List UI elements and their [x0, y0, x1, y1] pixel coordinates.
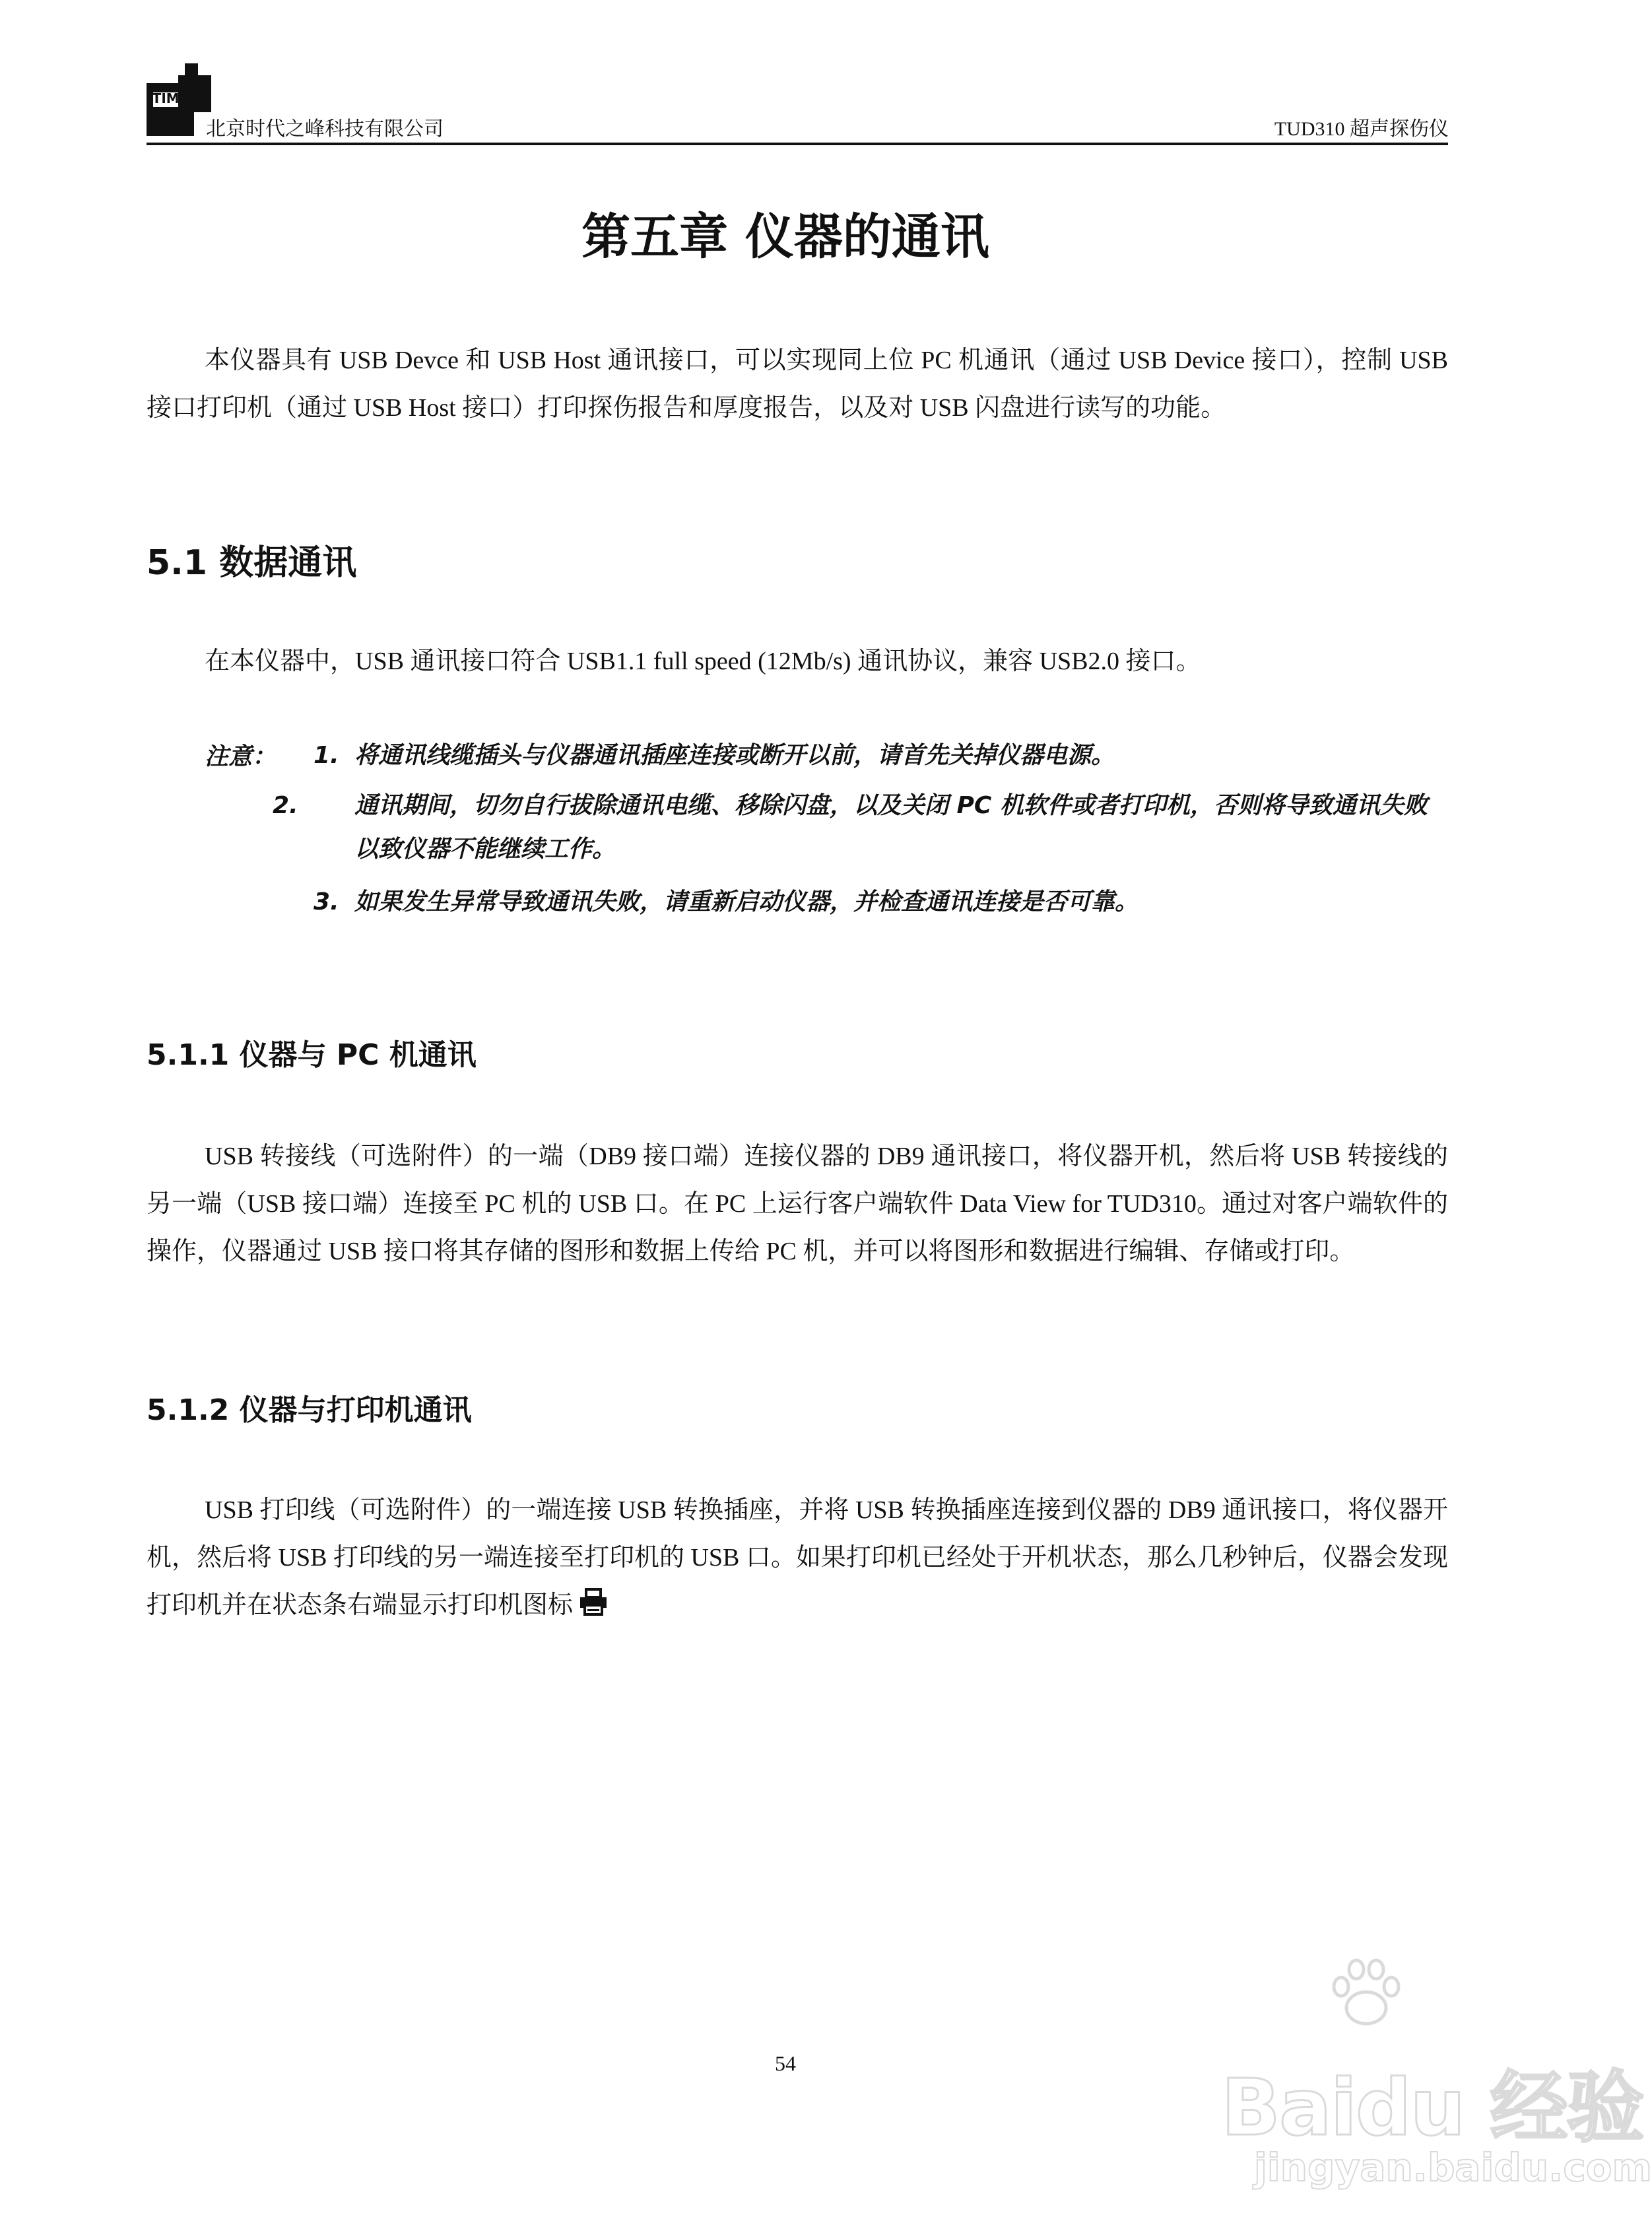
header-divider	[147, 143, 1448, 145]
section-5-1-1-text: USB 转接线（可选附件）的一端（DB9 接口端）连接仪器的 DB9 通讯接口，将仪器开机，然后将 USB 转接线的另一端（USB 接口端）连接至 PC 机的 USB 口。在 PC 上运行客户端软件 Data View for TUD310。通过对客户端软件的操作，仪器通过 USB 接口将其存储的图形和数据上传给 PC 机，并可以将图形和数据进行编辑、存储或打印。	[147, 1143, 1448, 1265]
company-logo	[147, 63, 211, 136]
note-text: 如果发生异常导致通讯失败，请重新启动仪器，并检查通讯连接是否可靠。	[354, 888, 1139, 915]
note-number: 2.	[273, 792, 298, 819]
paw-icon	[1327, 1954, 1406, 2033]
section-5-1-2-heading: 5.1.2 仪器与打印机通讯	[147, 1393, 472, 1427]
note-number: 3.	[314, 888, 339, 915]
watermark-url: jingyan.baidu.com	[1254, 2145, 1652, 2190]
note-item	[314, 880, 1448, 924]
note-item	[314, 734, 1448, 778]
note-text: 通讯期间，切勿自行拔除通讯电缆、移除闪盘，以及关闭 PC 机软件或者打印机，否则将导致通讯失败以致仪器不能继续工作。	[354, 792, 1428, 863]
baidu-watermark	[1175, 1954, 1652, 2205]
note-number: 1.	[314, 742, 339, 769]
note-item	[273, 784, 1448, 871]
product-name: TUD310 超声探伤仪	[1274, 118, 1449, 140]
chapter-title: 第五章 仪器的通讯	[581, 209, 989, 265]
section-5-1-2-text: USB 打印线（可选附件）的一端连接 USB 转换插座，并将 USB 转换插座连接到仪器的 DB9 通讯接口，将仪器开机，然后将 USB 打印线的另一端连接至打印机的 USB 口。如果打印机已经处于开机状态，那么几秒钟后，仪器会发现打印机并在状态条右端显示打印机图标	[147, 1496, 1448, 1619]
intro-paragraph: 本仪器具有 USB Devce 和 USB Host 通讯接口，可以实现同上位 PC 机通讯（通过 USB Device 接口），控制 USB 接口打印机（通过 USB Host 接口）打印探伤报告和厚度报告，以及对 USB 闪盘进行读写的功能。	[147, 347, 1448, 422]
section-5-1-heading: 5.1 数据通讯	[147, 543, 357, 583]
section-5-1-2-paragraph	[147, 1486, 1448, 1629]
note-text: 将通讯线缆插头与仪器通讯插座连接或断开以前，请首先关掉仪器电源。	[354, 742, 1115, 769]
section-5-1-1-heading: 5.1.1 仪器与 PC 机通讯	[147, 1038, 477, 1072]
note-label: 注意：	[205, 743, 277, 770]
logo-text: TIME	[152, 90, 189, 106]
printer-icon	[578, 1588, 609, 1616]
watermark-brand: Baidu 经验	[1221, 2062, 1643, 2153]
section-5-1-text: 在本仪器中，USB 通讯接口符合 USB1.1 full speed (12Mb/s) 通讯协议，兼容 USB2.0 接口。	[205, 647, 1201, 675]
company-name: 北京时代之峰科技有限公司	[206, 117, 444, 141]
page-number: 54	[775, 2051, 796, 2075]
